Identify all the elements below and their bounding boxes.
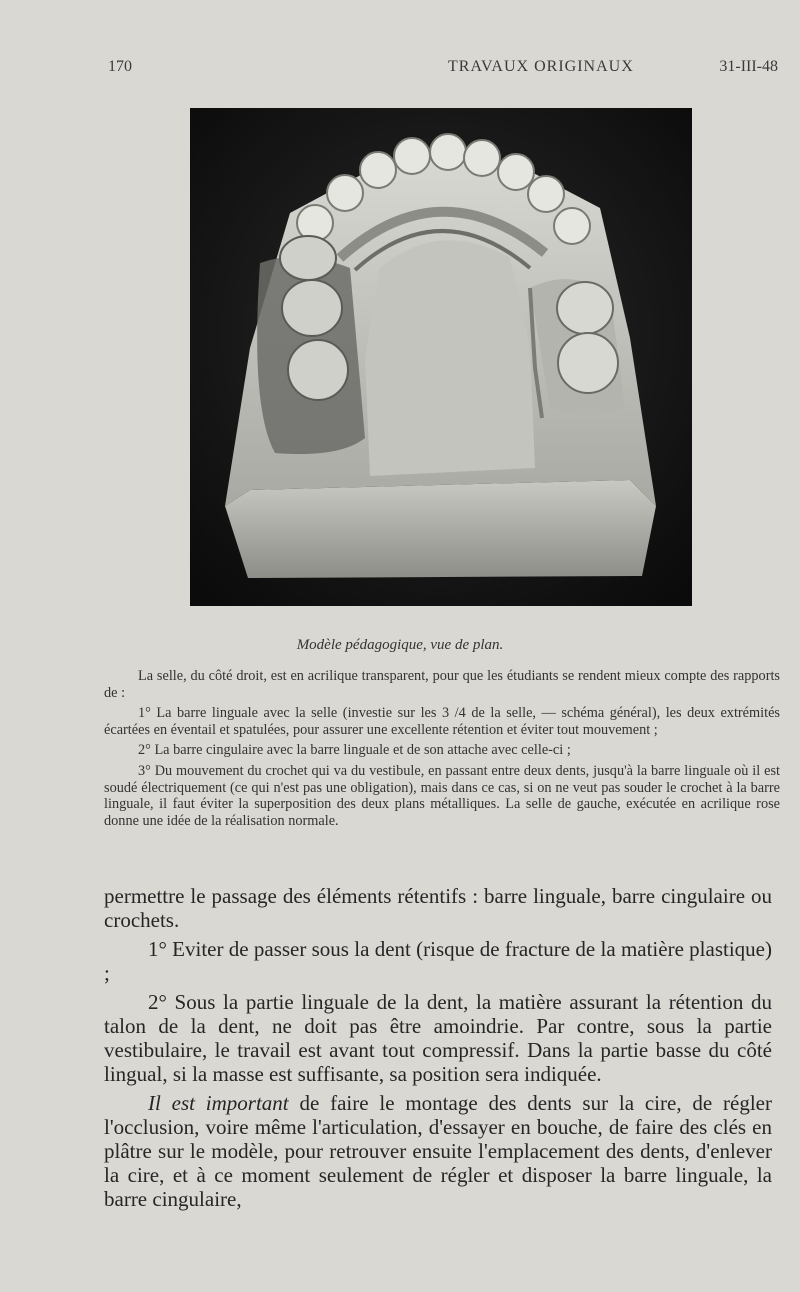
- explanation-paragraph: 1° La barre linguale avec la selle (investie sur les 3 /4 de la selle, — schéma général), les deux extrémités écartées en éventail et spatulées, pour assurer une excellente rétention et éviter tout mouvement ;: [104, 705, 780, 738]
- figure-caption: Modèle pédagogique, vue de plan.: [296, 637, 504, 653]
- journal-section-title: TRAVAUX ORIGINAUX: [448, 58, 634, 75]
- body-paragraph: 1° Eviter de passer sous la dent (risque de fracture de la matière plastique) ;: [104, 937, 772, 985]
- explanation-paragraph: La selle, du côté droit, est en acrilique transparent, pour que les étudiants se rendent mieux compte des rapports de :: [104, 668, 780, 701]
- explanation-paragraph: 3° Du mouvement du crochet qui va du vestibule, en passant entre deux dents, jusqu'à la barre linguale où il est soudé électriquement (ce qui n'est pas une obligation), mais dans ce cas, si on ne veut pas souder le crochet à la barre linguale, il faut éviter la superposition des deux plans métalliques. La selle de gauche, exécutée en acrilique rose donne une idée de la réalisation normale.: [104, 762, 780, 829]
- emphasis-text: Il est important: [148, 1091, 289, 1115]
- explanation-paragraph: 2° La barre cingulaire avec la barre linguale et de son attache avec celle-ci ;: [138, 742, 571, 759]
- figure-explanation: [104, 668, 780, 833]
- dental-model-photo: [190, 108, 692, 606]
- body-text-span: de faire le montage des dents sur la cire, de régler l'occlusion, voire même l'articulation, d'essayer en bouche, de faire des clés en plâtre sur le modèle, pour retrouver ensuite l'emplacement des dents, d'enlever la cire, et à ce moment seulement de régler et disposer la barre linguale, la barre cingulaire,: [104, 1091, 772, 1211]
- main-text: [104, 884, 772, 1216]
- running-head: [108, 58, 778, 78]
- body-paragraph: permettre le passage des éléments rétentifs : barre linguale, barre cingulaire ou crochets.: [104, 884, 772, 932]
- page-number: 170: [108, 58, 132, 75]
- dental-model-photo-icon: [190, 108, 692, 606]
- issue-date: 31-III-48: [719, 58, 778, 75]
- body-paragraph: [104, 1091, 772, 1211]
- body-paragraph: 2° Sous la partie linguale de la dent, la matière assurant la rétention du talon de la dent, ne doit pas être amoindrie. Par contre, sous la partie vestibulaire, le travail est avant tout compressif. Dans la partie basse du côté lingual, si la masse est suffisante, sa position sera indiquée.: [104, 990, 772, 1086]
